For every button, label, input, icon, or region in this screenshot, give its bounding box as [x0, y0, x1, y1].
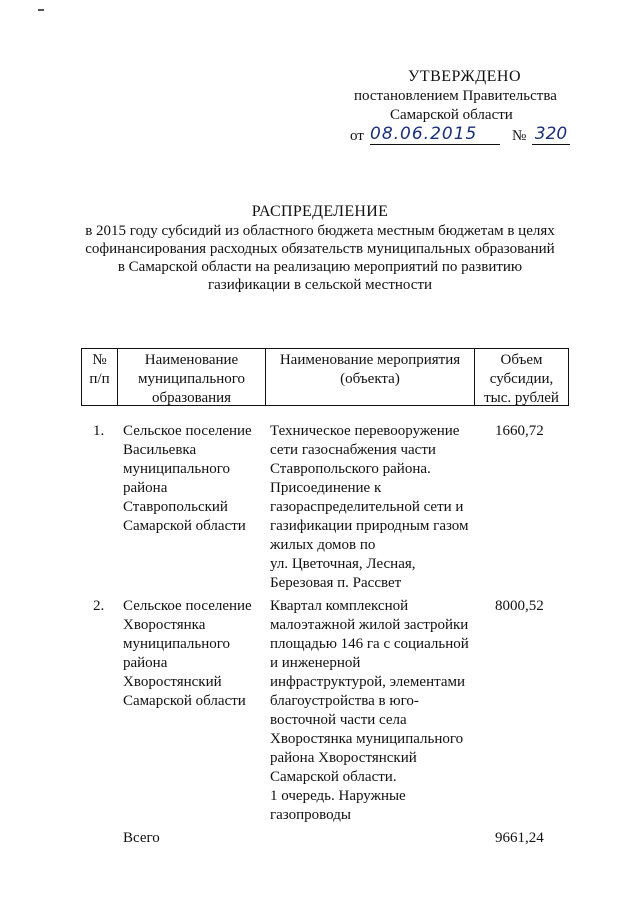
document-title-block: [60, 203, 580, 294]
row-number: 1.: [93, 423, 105, 439]
approval-date-line: [350, 122, 570, 146]
header-event: Наименование мероприятия (объекта): [266, 349, 475, 405]
total-value: 9661,24: [495, 830, 544, 846]
approval-number: 320: [532, 122, 570, 145]
row-number: 2.: [93, 598, 105, 614]
row-municipality: Сельское поселение Хворостянка муниципального района Хворостянский Самарской области: [123, 598, 252, 709]
approval-region: Самарской области: [390, 107, 513, 123]
title-line: газификации в сельской местности: [207, 277, 433, 293]
distribution-table: [81, 348, 569, 846]
table-header: [81, 348, 569, 406]
title-line: софинансирования расходных обязательств муниципальных образований: [85, 241, 555, 257]
row-event: Квартал комплексной малоэтажной жилой застройки площадью 146 га с социальной и инженерной инфраструктурой, элементами благоустройства в юго- восточной части села Хворостянка муниципального района Хворостянский Самарской области. 1 очередь. Наружные газопроводы: [270, 598, 469, 823]
row-municipality: Сельское поселение Васильевка муниципального района Ставропольский Самарской области: [123, 423, 252, 534]
header-municipality: Наименование муниципального образования: [118, 349, 266, 405]
row-amount: 8000,52: [495, 598, 544, 614]
approval-heading: УТВЕРЖДЕНО: [408, 68, 522, 85]
scan-corner-mark: [38, 9, 44, 11]
date-prefix: от: [350, 128, 364, 144]
approval-authority: постановлением Правительства: [354, 88, 557, 104]
header-number: № п/п: [82, 349, 118, 405]
title-line: в Самарской области на реализацию мероприятий по развитию: [117, 259, 523, 275]
title-line: в 2015 году субсидий из областного бюджета местным бюджетам в целях: [85, 223, 555, 239]
document-title: РАСПРЕДЕЛЕНИЕ: [251, 203, 389, 220]
row-event: Техническое перевооружение сети газоснабжения части Ставропольского района. Присоединение к газораспределительной сети и газификации природным газом жилых домов по ул. Цветочная, Лесная, Березовая п. Рассвет: [270, 423, 469, 591]
header-amount: Объем субсидии, тыс. рублей: [484, 352, 559, 406]
row-amount: 1660,72: [495, 423, 544, 439]
total-label: Всего: [123, 830, 160, 846]
approval-date: 08.06.2015: [370, 122, 500, 145]
number-prefix: №: [512, 128, 527, 144]
